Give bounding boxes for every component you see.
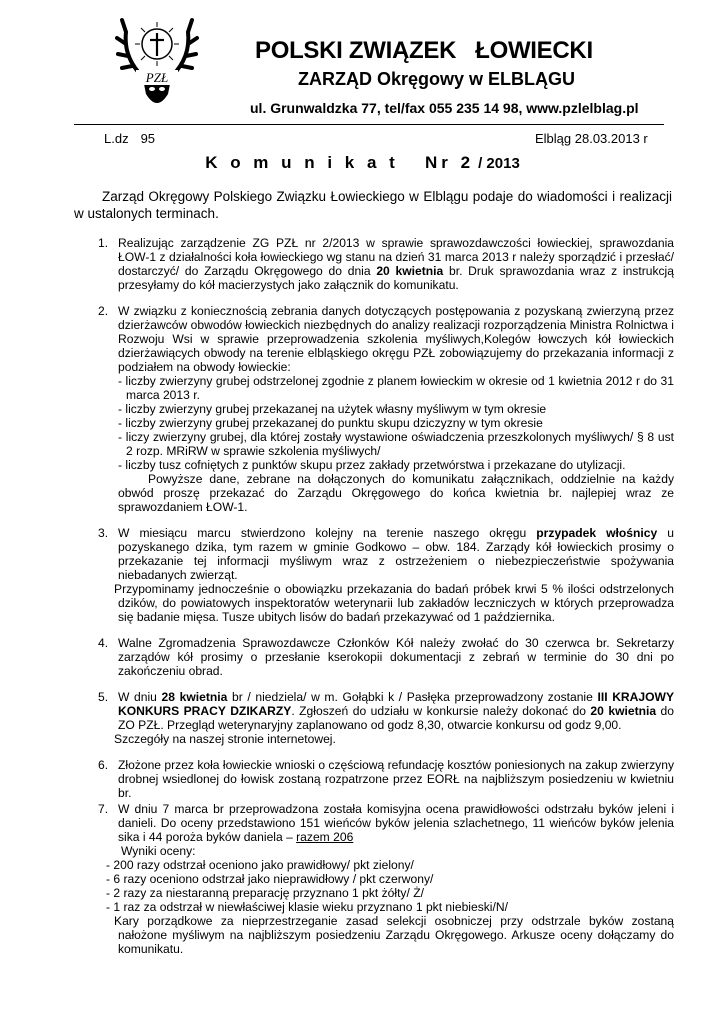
text-run: . Zgłoszeń do udziału w konkursie należy dokonać do [291, 704, 591, 718]
title-main: K o m u n i k a t Nr 2 [205, 153, 475, 172]
list-item [74, 526, 674, 624]
item-text: Walne Zgromadzenia Sprawozdawcze Członków Kół należy zwołać do 30 czerwca br. Sekretarzy zarządów kół prosimy o przesłanie kserokopii dokumentacji z zebrań w terminie do 30 dni po zakończeniu obrad. [118, 636, 674, 678]
text-run: br. Druk sprawozdania wraz z instrukcją przesyłamy do kół macierzystych jako załącznik do komunikatu. [118, 264, 674, 292]
result-line: - 1 raz za odstrzał w niewłaściwej klasie wieku przyznano 1 pkt niebieski/N/ [106, 900, 508, 914]
announcement-list [74, 236, 674, 968]
item-number: 5. [98, 690, 109, 704]
item-note: Szczegóły na naszej stronie internetowej. [114, 732, 336, 746]
bullet-line: - liczby zwierzyny grubej odstrzelonej zgodnie z planem łowieckim w okresie od 1 kwietnia 2012 r do 31 marca 2013 r. [118, 374, 674, 402]
item-text [118, 690, 674, 732]
text-bold: III KRAJOWY KONKURS PRACY DZIKARZY [118, 690, 675, 718]
item-outro: Powyższe dane, zebrane na dołączonych do komunikatu załącznikach, oddzielnie na każdy obwód proszę przekazać do Zarządu Okręgowego do końca kwietnia br. najlepiej wraz ze sprawozdaniem ŁOW-1. [118, 472, 674, 514]
document-title [0, 153, 725, 173]
item-text [118, 236, 674, 292]
ldz-label: L.dz [104, 131, 129, 146]
item-number: 2. [98, 304, 109, 318]
bullet-line: - liczy zwierzyny grubej, dla której zostały wystawione oświadczenia przeszkolonych myśliwych/ § 8 ust 2 rozp. MRiRW w sprawie szkolenia myśliwych/ [118, 430, 674, 458]
list-item [74, 304, 674, 514]
list-item [74, 690, 674, 746]
result-line: - 200 razy odstrzał oceniono jako prawidłowy/ pkt zielony/ [106, 858, 414, 872]
result-line: - 2 razy za niestaranną preparację przyznano 1 pkt żółty/ Ż/ [106, 886, 424, 900]
item-outro: Kary porządkowe za nieprzestrzeganie zasad selekcji osobniczej przy odstrzale byków zostaną nałożone myśliwym na najbliższym posiedzeniu Zarządu Okręgowego. Arkusze oceny dołączamy do komunikatu. [114, 914, 674, 956]
text-underlined: razem 206 [296, 830, 354, 844]
text-bold: 28 kwietnia [161, 690, 228, 704]
item-number: 4. [98, 636, 109, 650]
document-date: Elbląg 28.03.2013 r [535, 131, 648, 146]
text-run: do ZO PZŁ. Przegląd weterynaryjny zaplanowano od godz 8,30, otwarcie konkursu od godz 9,00. [118, 704, 675, 732]
org-subtitle: ZARZĄD Okręgowy w ELBLĄGU [298, 69, 576, 89]
item-text: W związku z koniecznością zebrania danych dotyczących postępowania z pozyskaną zwierzyną przez dzierżawców obwodów łowieckich niezbędnych do analizy realizacji rozporządzenia Ministra Rolnictwa i Rozwoju Wsi w sprawie przeprowadzenia szkolenia myśliwych,Kolegów łowczych kół łowieckich dzierżawiących obwody na terenie elbląskiego okręgu PZŁ zobowiązujemy do przekazania informacji z podziałem na obwody łowieckie: [118, 304, 674, 374]
text-run: u pozyskanego dzika, tym razem w gminie Godkowo – obw. 184. Zarządy kół łowieckich prosimy o przekazanie tej informacji myśliwym wraz z ostrzeżeniem o niebezpieczeństwie spożywania niebadanych zwierząt. [118, 526, 674, 582]
result-line: - 6 razy oceniono odstrzał jako nieprawidłowy / pkt czerwony/ [106, 872, 434, 886]
org-name: POLSKI ZWIĄZEK ŁOWIECKI [255, 37, 593, 64]
text-run: W miesiącu marcu stwierdzono kolejny na terenie naszego okręgu [118, 526, 537, 540]
bullet-line: - liczby tusz cofniętych z punktów skupu przez zakłady przetwórstwa i przekazane do utylizacji. [118, 458, 626, 472]
item-text [118, 802, 674, 844]
bullet-line: - liczby zwierzyny grubej przekazanej na użytek własny myśliwym w tym okresie [118, 402, 547, 416]
item-number: 7. [98, 802, 109, 816]
intro-paragraph: Zarząd Okręgowy Polskiego Związku Łowieckiego w Elblągu podaje do wiadomości i realizacji w ustalonych terminach. [74, 189, 672, 221]
text-run: br / niedziela/ w m. Gołąbki k / Pasłęka przeprowadzony zostanie [227, 690, 598, 704]
item-number: 6. [98, 758, 109, 772]
item-text [118, 526, 674, 582]
list-item [74, 636, 674, 678]
item-number: 1. [98, 236, 109, 250]
list-item [74, 236, 674, 292]
item-number: 3. [98, 526, 109, 540]
text-bold: 20 kwietnia [590, 704, 657, 718]
org-address: ul. Grunwaldzka 77, tel/fax 055 235 14 98, www.pzlelblag.pl [250, 100, 639, 116]
item-reminder: Przypominamy jednocześnie o obowiązku przekazania do badań próbek krwi 5 % ilości odstrzelonych dzików, do powiatowych inspektoratów weterynarii lub zakładów leczniczych w których przeprowadza się badanie mięsa. Tusze ubitych lisów do badań przekazywać od 1 października. [114, 582, 674, 624]
results-label: Wyniki oceny: [121, 844, 196, 858]
ldz-number: 95 [140, 131, 156, 146]
header-divider [74, 124, 664, 125]
text-run: W dniu [118, 690, 162, 704]
title-year: / 2013 [478, 155, 520, 172]
text-run: W dniu 7 marca br przeprowadzona została komisyjna ocena prawidłowości odstrzału byków jeleni i danieli. Do oceny przedstawiono 151 wieńców byków jelenia szlachetnego, 11 wieńców byków jelenia sika i 44 poroża byków daniela – [118, 802, 674, 844]
bullet-line: - liczby zwierzyny grubej przekazanej do punktu skupu dziczyzny w tym okresie [118, 416, 543, 430]
reference-number [104, 131, 155, 146]
list-item [74, 802, 674, 956]
text-bold: 20 kwietnia [376, 264, 444, 278]
item-text: Złożone przez koła łowieckie wnioski o częściową refundację kosztów poniesionych na zakup zwierzyny drobnej wsiedlonej do łowisk zostaną rozpatrzone przez EORŁ na najbliższym posiedzeniu w kwietniu br. [118, 758, 674, 800]
list-item [74, 758, 674, 800]
logo-text: PZŁ [145, 70, 169, 85]
pzl-deer-logo [112, 14, 202, 114]
text-bold: przypadek włośnicy [536, 526, 658, 540]
text-run: Realizując zarządzenie ZG PZŁ nr 2/2013 w sprawie sprawozdawczości łowieckiej, sprawozdania ŁOW-1 z działalności koła łowieckiego wg stanu na dzień 31 marca 2013 r należy sporządzić i przesłać/ dostarczyć/ do Zarządu Okręgowego do dnia [118, 236, 674, 278]
